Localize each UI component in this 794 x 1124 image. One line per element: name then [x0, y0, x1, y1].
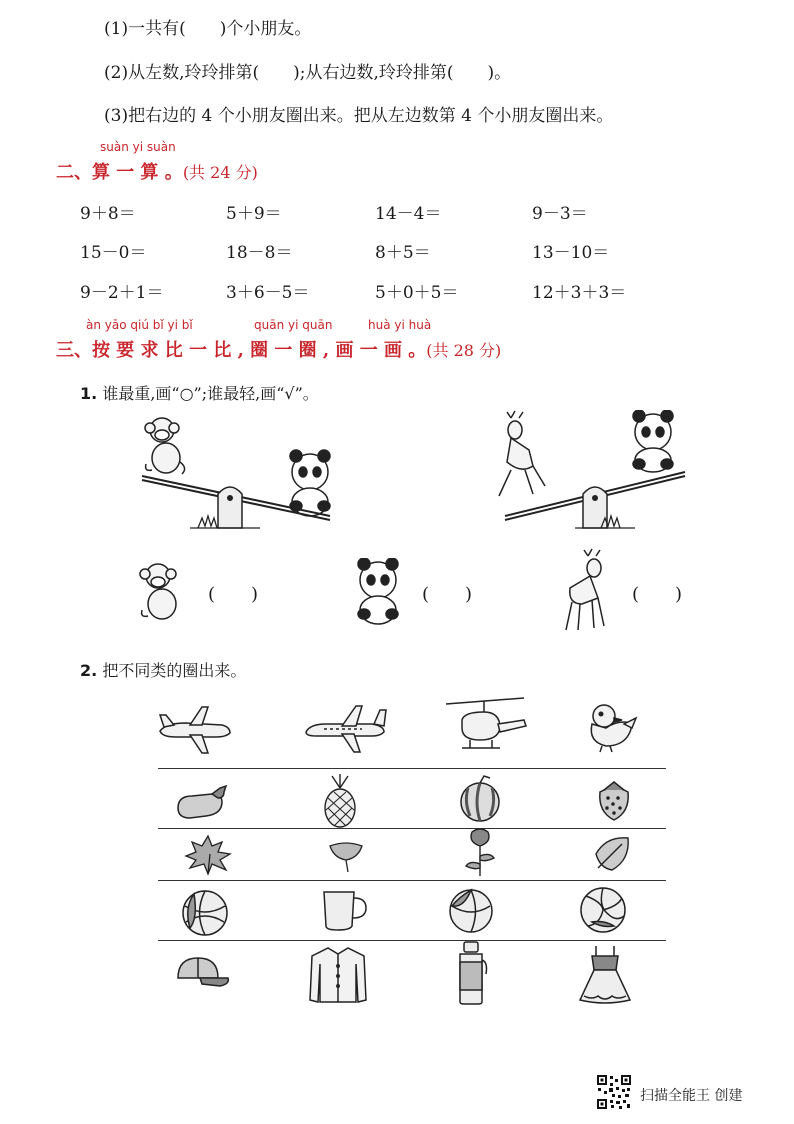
ginkgo-leaf-icon[interactable] — [326, 838, 366, 874]
section2-score: (共 24 分) — [182, 163, 258, 182]
maple-leaf-icon[interactable] — [180, 834, 238, 876]
watermelon-icon[interactable] — [458, 774, 502, 826]
calc-problem: 15－0＝ — [80, 243, 147, 263]
row-divider — [158, 828, 666, 829]
question-3-1 — [80, 381, 319, 404]
helicopter-icon[interactable] — [440, 694, 530, 754]
seesaw-monkey-panda — [130, 410, 345, 535]
question-3-1-text: 谁最重,画“○”;谁最轻,画“√”。 — [102, 384, 319, 403]
qr-code-icon — [596, 1074, 632, 1110]
panda-icon — [348, 558, 408, 628]
cap-icon[interactable] — [170, 954, 232, 994]
answer-parens-deer[interactable]: ( ) — [632, 584, 683, 605]
calc-problem: 9＋8＝ — [80, 204, 136, 224]
calc-problem: 8＋5＝ — [375, 243, 431, 263]
calc-problem: 12＋3＋3＝ — [532, 283, 627, 303]
question-3-2-number: 2. — [80, 661, 98, 680]
rose-icon[interactable] — [460, 826, 500, 878]
row-divider — [158, 940, 666, 941]
calc-problem: 13－10＝ — [532, 243, 610, 263]
eggplant-icon[interactable] — [172, 780, 230, 824]
calc-problem: 9－3＝ — [532, 204, 588, 224]
question-3-2-text: 把不同类的圈出来。 — [102, 661, 247, 680]
calc-problem: 3＋6－5＝ — [226, 283, 310, 303]
cup-icon[interactable] — [320, 888, 368, 932]
footer-watermark: 扫描全能王 创建 — [640, 1088, 743, 1104]
section2-pinyin: suàn yi suàn — [100, 140, 176, 154]
question-1-2: (2)从左数,玲玲排第( );从右边数,玲玲排第( )。 — [104, 63, 512, 83]
deer-icon — [499, 411, 545, 496]
bird-icon[interactable] — [584, 698, 638, 754]
monkey-icon — [145, 418, 185, 474]
thermos-icon[interactable] — [454, 940, 490, 1006]
section3-pinyin-c: huà yi huà — [368, 318, 432, 332]
question-3-1-number: 1. — [80, 384, 98, 403]
row-divider — [158, 768, 666, 769]
monkey-icon — [132, 560, 188, 626]
seesaw-deer-panda — [485, 410, 700, 535]
beach-ball-icon[interactable] — [448, 886, 494, 936]
answer-parens-panda[interactable]: ( ) — [422, 584, 473, 605]
pineapple-icon[interactable] — [320, 774, 360, 830]
airplane-icon[interactable] — [156, 705, 234, 755]
dress-icon[interactable] — [578, 944, 632, 1006]
panda-icon — [290, 450, 330, 516]
answer-parens-monkey[interactable]: ( ) — [208, 584, 259, 605]
beach-ball-icon[interactable] — [180, 888, 230, 938]
section2-title: 二、算 一 算 。 — [56, 162, 183, 183]
section3-score: (共 28 分) — [426, 341, 502, 360]
section3-title: 三、按 要 求 比 一 比 , 圈 一 圈 , 画 一 画 。 — [56, 340, 427, 361]
question-1-3: (3)把右边的 4 个小朋友圈出来。把从左边数第 4 个小朋友圈出来。 — [104, 106, 614, 126]
calc-problem: 9－2＋1＝ — [80, 283, 164, 303]
question-1-1: (1)一共有( )个小朋友。 — [104, 19, 312, 39]
airplane-icon[interactable] — [302, 702, 388, 756]
section2-heading — [56, 158, 258, 184]
shirt-icon[interactable] — [306, 944, 370, 1006]
section3-heading — [56, 336, 501, 362]
calc-problem: 5＋0＋5＝ — [375, 283, 459, 303]
section3-pinyin-a: àn yāo qiú bǐ yi bǐ — [86, 318, 193, 332]
deer-icon — [558, 548, 614, 634]
section3-pinyin-b: quān yi quān — [254, 318, 333, 332]
leaf-icon[interactable] — [592, 834, 632, 874]
volleyball-icon[interactable] — [578, 884, 628, 936]
panda-icon — [633, 410, 673, 472]
calc-problem: 14－4＝ — [375, 204, 442, 224]
calc-problem: 18－8＝ — [226, 243, 293, 263]
question-3-2 — [80, 658, 246, 681]
strawberry-icon[interactable] — [596, 778, 632, 822]
row-divider — [158, 880, 666, 881]
calc-problem: 5＋9＝ — [226, 204, 282, 224]
